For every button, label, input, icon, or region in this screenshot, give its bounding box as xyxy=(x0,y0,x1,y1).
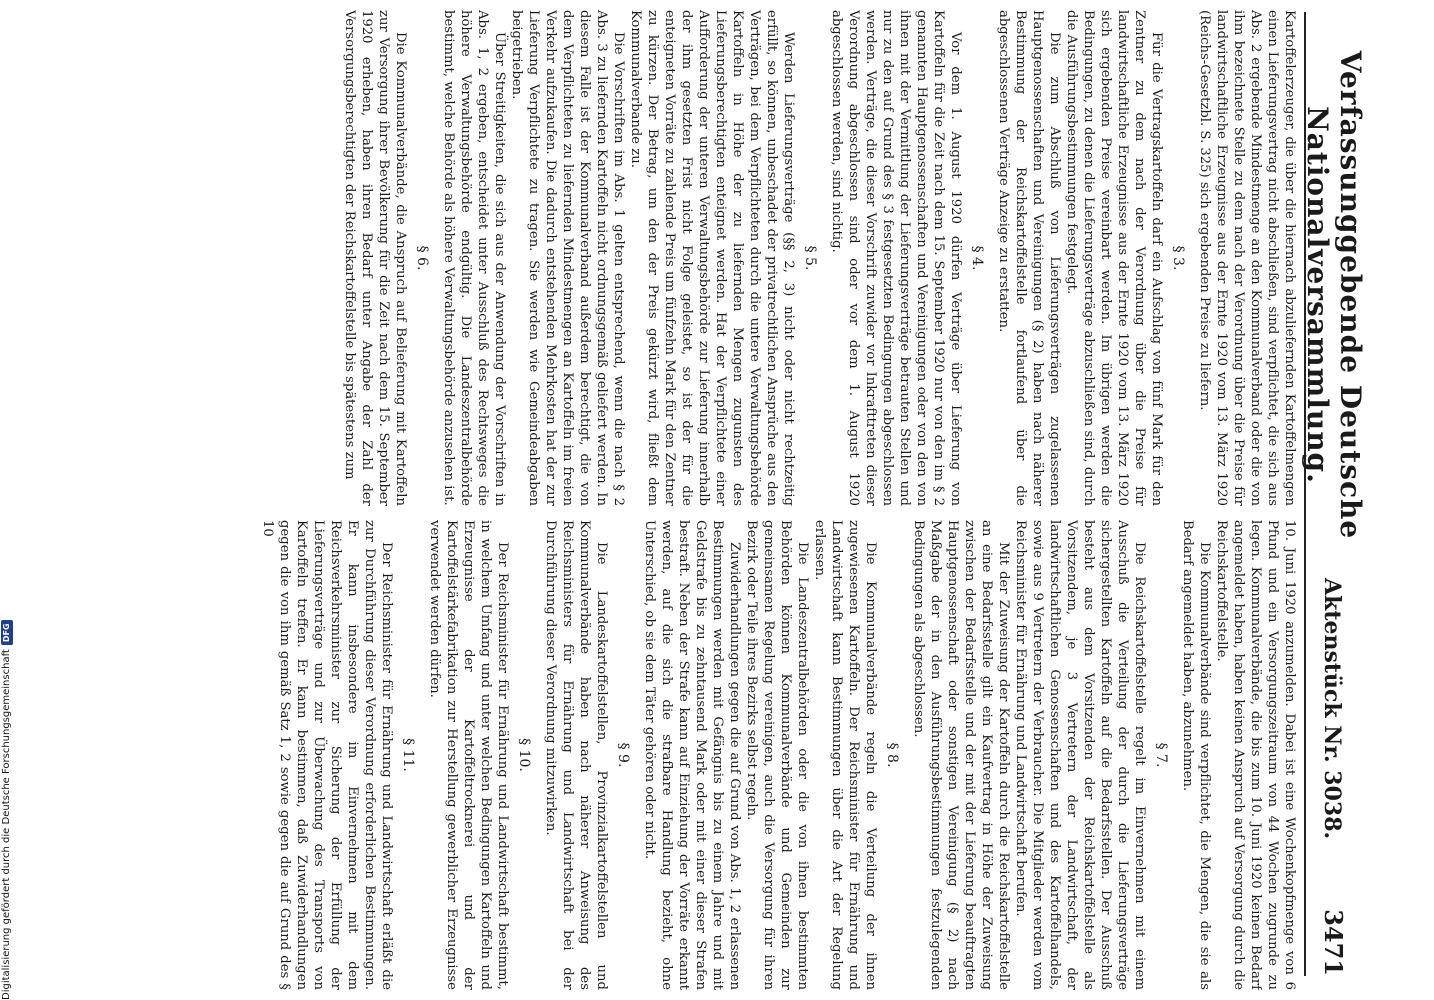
paragraph: Für die Vertragskartoffeln darf ein Aufschlag von fünf Mark für den Zentner zu dem nach der Verordnung über die Preise für landwirtschaftliche Erzeugnisse aus der Ernte 1920 vom 13. März 1920 sich ergebenden Preise vereinbart werden. Im übrigen werden die Bedingungen, zu denen die Lieferungsverträge abzuschließen sind, durch die Ausführungsbestimmungen festgelegt. xyxy=(1064,10,1164,506)
paragraph: Die Kommunalverbände regeln die Verteilung der ihnen zugewiesenen Kartoffeln. Der Reichsminister für Ernährung und Landwirtschaft kann Bestimmungen über die Art der Regelung erlassen. xyxy=(812,520,878,990)
paragraph: 10. Juni 1920 anzumelden. Dabei ist eine Wochenkopfmenge von 6 Pfund und ein Versorgungszeitraum von 44 Wochen zugrunde zu legen. Kommunalverbände, die bis zum 10. Juni 1920 keinen Bedarf angemeldet haben, haben keinen Anspruch auf Versorgung durch die Reichskartoffelstelle. xyxy=(1214,520,1297,990)
section-heading: § 8. xyxy=(884,742,900,768)
digitization-credit xyxy=(0,0,14,1000)
credit-text: Digitalisierung gefördert durch die Deutsche Forschungsgemeinschaft xyxy=(1,649,12,1000)
page-header xyxy=(1301,12,1367,976)
paragraph: Mit der Zuweisung der Kartoffeln durch die Reichskartoffelstelle an eine Bedarfsstelle gilt ein Kaufvertrag in Höhe der Zuweisung zwischen der Bedarfsstelle und der mit der Lieferung beauftragten Hauptgenossenschaft oder sonstigen Vereinigung (§ 2) nach Maßgabe der in den Ausführungsbestimmungen festzulegenden Bedingungen als abgeschlossen. xyxy=(911,520,1011,990)
paragraph: Zuwiderhandlungen gegen die auf Grund von Abs. 1, 2 erlassenen Bestimmungen werden mit Gefängnis bis zu einem Jahre und mit Geldstrafe bis zu zehntausend Mark oder mit einer dieser Strafen bestraft. Neben der Strafe kann auf Einziehung der Vorräte erkannt werden, auf die sich die strafbare Handlung bezieht, ohne Unterschied, ob sie dem Täter gehören oder nicht. xyxy=(642,520,742,990)
paragraph: Die zum Abschluß von Lieferungsverträgen zugelassenen Hauptgenossenschaften und Vereinigungen (§ 2) haben nach näherer Bestimmung der Reichskartoffelstelle fortlaufend über die abgeschlossenen Verträge Anzeige zu erstatten. xyxy=(996,10,1062,506)
paragraph: Der Reichsminister für Ernährung und Landwirtschaft bestimmt, in welchem Umfang und unter welchen Bedingungen Kartoffeln und Erzeugnisse der Kartoffeltrocknerei und der Kartoffelstärkefabrikation zur Herstellung gewerblicher Erzeugnisse verwendet werden dürfen. xyxy=(427,520,510,990)
left-column xyxy=(12,10,1298,506)
paragraph: Die Reichskartoffelstelle regelt im Einvernehmen mit einem Ausschuß die Verteilung der durch die Lieferungsverträge sichergestellten Kartoffeln auf die Bedarfsstellen. Der Ausschuß besteht aus dem Vorsitzenden der Reichskartoffelstelle als Vorsitzendem, je 3 Vertretern der Landwirtschaft, der landwirtschaftlichen Genossenschaften und des Kartoffelhandels, sowie aus 9 Vertretern der Verbraucher. Die Mitglieder werden vom Reichsminister für Ernährung und Landwirtschaft berufen. xyxy=(1013,520,1147,990)
section-heading: § 10. xyxy=(516,738,532,772)
section-heading: § 7. xyxy=(1153,742,1169,768)
section-heading: § 4. xyxy=(969,245,985,271)
right-column xyxy=(12,520,1298,990)
page-number: 3471 xyxy=(1319,909,1349,976)
section-heading: § 5. xyxy=(802,245,818,271)
paragraph: Die Landeskartoffelstellen, Provinzialkartoffelstellen und Kommunalverbände haben nach näherer Anweisung des Reichsministers für Ernährung und Landwirtschaft bei der Durchführung dieser Verordnung mitzuwirken. xyxy=(543,520,609,990)
paragraph: Die Kommunalverbände, die Anspruch auf Belieferung mit Kartoffeln zur Versorgung ihrer Bevölkerung für die Zeit nach dem 15. September 1920 erheben, haben ihren Bedarf unter Angabe der Zahl der Versorgungsberechtigten der Reichskartoffelstelle bis spätestens zum xyxy=(342,10,408,506)
paragraph: Die Kommunalverbände sind verpflichtet, die Mengen, die sie als Bedarf angemeldet haben, abzunehmen. xyxy=(1180,520,1212,990)
paragraph: Vor dem 1. August 1920 dürfen Verträge über Lieferung von Kartoffeln für die Zeit nach dem 15. September 1920 nur von den im § 2 genannten Hauptgenossenschaften und Vereinigungen oder von den von ihnen mit der Vermittlung der Lieferungsverträge betrauten Stellen und nur zu den auf Grund des § 3 festgesetzten Bedingungen abgeschlossen werden. Verträge, die dieser Vorschrift zuwider vor Inkrafttreten dieser Verordnung abgeschlossen sind oder vor dem 1. August 1920 abgeschlossen werden, sind nichtig. xyxy=(829,10,963,506)
section-heading: § 3. xyxy=(1170,245,1186,271)
header-right-group xyxy=(1320,578,1349,976)
paragraph: Die Vorschriften im Abs. 1 gelten entsprechend, wenn die nach § 2 Abs. 3 zu liefernden Kartoffeln nicht ordnungsgemäß geliefert werden. In diesem Falle ist der Kommunalverband außerdem berechtigt, die von dem Verpflichteten zu liefernden Mindestmengen an Kartoffeln im freien Verkehr aufzukaufen. Die dadurch entstehenden Mehrkosten hat der zur Lieferung Verpflichtete zu tragen. Sie werden wie Gemeindeabgaben beigetrieben. xyxy=(509,10,626,506)
paragraph: Die Landeszentralbehörden oder die von ihnen bestimmten Behörden können Kommunalverbände und Gemeinden zur gemeinsamen Regelung vereinigen, auch die Versorgung für ihren Bezirk oder Teile ihres Bezirks selbst regeln. xyxy=(744,520,810,990)
paragraph: Kartoffelerzeuger, die über die hiernach abzuliefernden Kartoffelmengen einen Lieferungsvertrag nicht abschließen, sind verpflichtet, die sich aus Abs. 2 ergebende Mindestmenge an den Kommunalverband oder die von ihm bezeichnete Stelle zu dem nach der Verordnung über die Preise für landwirtschaftliche Erzeugnisse aus der Ernte 1920 vom 13. März 1920 (Reichs-Gesetzbl. S. 325) sich ergebenden Preise zu liefern. xyxy=(1197,10,1297,506)
section-heading: § 9. xyxy=(615,742,631,768)
section-heading: § 11. xyxy=(400,738,416,772)
page-title: Verfassunggebende Deutsche Nationalversammlung. xyxy=(1301,50,1367,540)
paragraph: Werden Lieferungsverträge (§§ 2, 3) nicht oder nicht rechtzeitig erfüllt, so können, unbeschadet der privatrechtlichen Ansprüche aus den Verträgen, bei dem Verpflichteten durch die untere Verwaltungsbehörde Kartoffeln in Höhe der zu liefernden Mengen zugunsten des Lieferungsberechtigten enteignet werden. Hat der Verpflichtete einer Aufforderung der unteren Verwaltungsbehörde zur Lieferung innerhalb der ihm gesetzten Frist nicht Folge geleistet, so ist der für die enteigneten Vorräte zu zahlende Preis um fünfzehn Mark für den Zentner zu kürzen. Der Betrag, um den der Preis gekürzt wird, fließt dem Kommunalverbande zu. xyxy=(628,10,796,506)
section-heading: § 6. xyxy=(414,245,430,271)
paragraph: Der Reichsminister für Ernährung und Landwirtschaft erläßt die zur Durchführung dieser Verordnung erforderlichen Bestimmungen. Er kann insbesondere im Einvernehmen mit dem Reichsverkehrsminister zur Sicherung der Erfüllung der Lieferungsverträge und zur Überwachung des Transports von Kartoffeln treffen. Er kann bestimmen, daß Zuwiderhandlungen gegen die von ihm gemäß Satz 1, 2 sowie gegen die auf Grund des § 10 xyxy=(260,520,394,990)
document-number: Aktenstück Nr. 3038. xyxy=(1319,578,1346,840)
paragraph: Über Streitigkeiten, die sich aus der Anwendung der Vorschriften in Abs. 1, 2 ergeben, entscheidet unter Ausschluß des Rechtsweges die höhere Verwaltungsbehörde endgültig. Die Landeszentralbehörde bestimmt, welche Behörde als höhere Verwaltungsbehörde anzusehen ist. xyxy=(441,10,507,506)
dfg-logo: DFG xyxy=(1,620,13,645)
